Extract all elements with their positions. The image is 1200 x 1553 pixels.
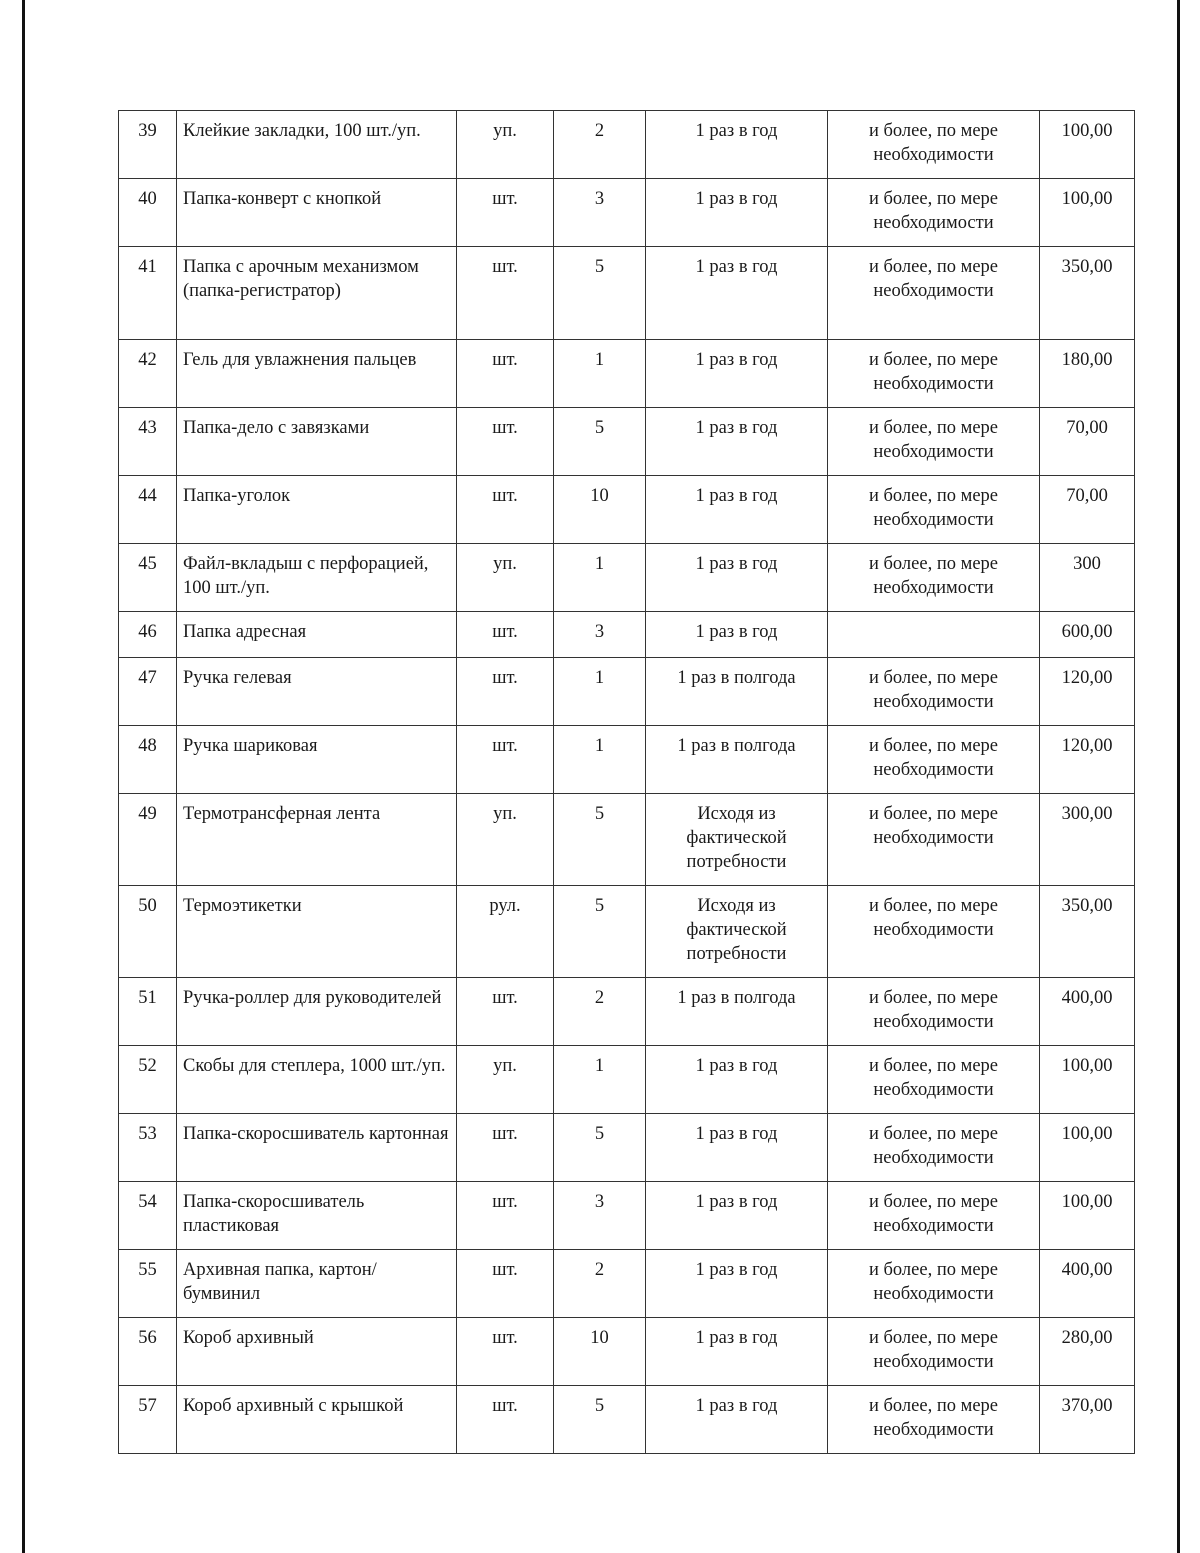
row-number: 52 [119, 1046, 177, 1114]
item-name: Папка-дело с завязками [177, 408, 457, 476]
quantity: 10 [554, 476, 646, 544]
quantity: 1 [554, 658, 646, 726]
table-row [119, 340, 1135, 408]
replacement-frequency: 1 раз в год [646, 476, 828, 544]
unit-of-measure: шт. [457, 179, 554, 247]
unit-price: 400,00 [1040, 1250, 1135, 1318]
quantity-note: и более, по мере необходимости [828, 544, 1040, 612]
quantity-note: и более, по мере необходимости [828, 1386, 1040, 1454]
item-name: Папка адресная [177, 612, 457, 658]
row-number: 53 [119, 1114, 177, 1182]
unit-price: 600,00 [1040, 612, 1135, 658]
row-number: 44 [119, 476, 177, 544]
row-number: 47 [119, 658, 177, 726]
unit-of-measure: рул. [457, 886, 554, 978]
scan-border-right [1177, 0, 1180, 1553]
quantity-note: и более, по мере необходимости [828, 1046, 1040, 1114]
unit-price: 400,00 [1040, 978, 1135, 1046]
item-name: Ручка гелевая [177, 658, 457, 726]
quantity-note: и более, по мере необходимости [828, 726, 1040, 794]
unit-price: 70,00 [1040, 476, 1135, 544]
table-row [119, 1114, 1135, 1182]
replacement-frequency: 1 раз в год [646, 1046, 828, 1114]
item-name: Папка-конверт с кнопкой [177, 179, 457, 247]
unit-price: 350,00 [1040, 247, 1135, 340]
item-name: Файл-вкладыш с перфорацией, 100 шт./уп. [177, 544, 457, 612]
quantity: 10 [554, 1318, 646, 1386]
row-number: 49 [119, 794, 177, 886]
item-name: Гель для увлажнения пальцев [177, 340, 457, 408]
replacement-frequency: Исходя из фактической потребности [646, 794, 828, 886]
quantity-note: и более, по мере необходимости [828, 179, 1040, 247]
quantity-note: и более, по мере необходимости [828, 794, 1040, 886]
quantity: 3 [554, 179, 646, 247]
unit-price: 300,00 [1040, 794, 1135, 886]
item-name: Папка-скоросшиватель пластиковая [177, 1182, 457, 1250]
row-number: 40 [119, 179, 177, 247]
row-number: 54 [119, 1182, 177, 1250]
table-row [119, 1318, 1135, 1386]
quantity: 2 [554, 1250, 646, 1318]
table-row [119, 476, 1135, 544]
quantity: 5 [554, 794, 646, 886]
unit-price: 280,00 [1040, 1318, 1135, 1386]
unit-price: 100,00 [1040, 111, 1135, 179]
quantity: 5 [554, 247, 646, 340]
replacement-frequency: 1 раз в год [646, 408, 828, 476]
replacement-frequency: 1 раз в год [646, 1250, 828, 1318]
unit-price: 100,00 [1040, 1114, 1135, 1182]
supplies-table [118, 110, 1135, 1454]
replacement-frequency: 1 раз в год [646, 612, 828, 658]
quantity-note: и более, по мере необходимости [828, 1250, 1040, 1318]
item-name: Ручка-роллер для руководителей [177, 978, 457, 1046]
quantity-note: и более, по мере необходимости [828, 1182, 1040, 1250]
replacement-frequency: Исходя из фактической потребности [646, 886, 828, 978]
row-number: 56 [119, 1318, 177, 1386]
table-row [119, 612, 1135, 658]
table-row [119, 247, 1135, 340]
unit-of-measure: шт. [457, 476, 554, 544]
item-name: Скобы для степлера, 1000 шт./уп. [177, 1046, 457, 1114]
quantity: 1 [554, 340, 646, 408]
replacement-frequency: 1 раз в год [646, 1318, 828, 1386]
table-row [119, 1046, 1135, 1114]
unit-of-measure: шт. [457, 408, 554, 476]
unit-price: 370,00 [1040, 1386, 1135, 1454]
table-row [119, 111, 1135, 179]
item-name: Архивная папка, картон/бумвинил [177, 1250, 457, 1318]
quantity: 5 [554, 1386, 646, 1454]
replacement-frequency: 1 раз в год [646, 1182, 828, 1250]
table-row [119, 978, 1135, 1046]
replacement-frequency: 1 раз в год [646, 544, 828, 612]
unit-of-measure: шт. [457, 340, 554, 408]
row-number: 55 [119, 1250, 177, 1318]
quantity: 2 [554, 978, 646, 1046]
item-name: Короб архивный [177, 1318, 457, 1386]
unit-price: 300 [1040, 544, 1135, 612]
table-row [119, 408, 1135, 476]
quantity-note: и более, по мере необходимости [828, 408, 1040, 476]
quantity-note: и более, по мере необходимости [828, 247, 1040, 340]
quantity-note: и более, по мере необходимости [828, 111, 1040, 179]
replacement-frequency: 1 раз в год [646, 340, 828, 408]
row-number: 57 [119, 1386, 177, 1454]
unit-of-measure: шт. [457, 247, 554, 340]
row-number: 41 [119, 247, 177, 340]
unit-of-measure: шт. [457, 978, 554, 1046]
table-body [119, 111, 1135, 1454]
item-name: Клейкие закладки, 100 шт./уп. [177, 111, 457, 179]
quantity: 1 [554, 726, 646, 794]
table-row [119, 794, 1135, 886]
table-row [119, 1182, 1135, 1250]
table-row [119, 1386, 1135, 1454]
quantity: 1 [554, 1046, 646, 1114]
unit-of-measure: уп. [457, 111, 554, 179]
quantity-note: и более, по мере необходимости [828, 886, 1040, 978]
item-name: Папка-уголок [177, 476, 457, 544]
unit-price: 120,00 [1040, 658, 1135, 726]
row-number: 42 [119, 340, 177, 408]
quantity: 3 [554, 1182, 646, 1250]
item-name: Папка с арочным механизмом (папка-регистратор) [177, 247, 457, 340]
unit-price: 350,00 [1040, 886, 1135, 978]
quantity: 5 [554, 1114, 646, 1182]
replacement-frequency: 1 раз в год [646, 1386, 828, 1454]
quantity-note: и более, по мере необходимости [828, 1114, 1040, 1182]
unit-price: 100,00 [1040, 1182, 1135, 1250]
replacement-frequency: 1 раз в год [646, 247, 828, 340]
unit-price: 180,00 [1040, 340, 1135, 408]
row-number: 46 [119, 612, 177, 658]
quantity: 5 [554, 408, 646, 476]
item-name: Термоэтикетки [177, 886, 457, 978]
unit-price: 70,00 [1040, 408, 1135, 476]
quantity-note: и более, по мере необходимости [828, 658, 1040, 726]
quantity-note: и более, по мере необходимости [828, 340, 1040, 408]
replacement-frequency: 1 раз в год [646, 111, 828, 179]
row-number: 43 [119, 408, 177, 476]
unit-of-measure: шт. [457, 726, 554, 794]
row-number: 50 [119, 886, 177, 978]
scan-border-left [22, 0, 25, 1553]
quantity-note: и более, по мере необходимости [828, 978, 1040, 1046]
unit-of-measure: шт. [457, 612, 554, 658]
unit-of-measure: уп. [457, 544, 554, 612]
unit-price: 120,00 [1040, 726, 1135, 794]
table-row [119, 179, 1135, 247]
quantity-note: и более, по мере необходимости [828, 1318, 1040, 1386]
unit-of-measure: уп. [457, 794, 554, 886]
replacement-frequency: 1 раз в полгода [646, 658, 828, 726]
unit-of-measure: шт. [457, 1250, 554, 1318]
replacement-frequency: 1 раз в год [646, 179, 828, 247]
unit-of-measure: шт. [457, 1114, 554, 1182]
item-name: Короб архивный с крышкой [177, 1386, 457, 1454]
unit-of-measure: шт. [457, 1386, 554, 1454]
row-number: 45 [119, 544, 177, 612]
row-number: 48 [119, 726, 177, 794]
replacement-frequency: 1 раз в полгода [646, 726, 828, 794]
replacement-frequency: 1 раз в год [646, 1114, 828, 1182]
item-name: Ручка шариковая [177, 726, 457, 794]
quantity: 2 [554, 111, 646, 179]
row-number: 51 [119, 978, 177, 1046]
quantity-note [828, 612, 1040, 658]
quantity: 5 [554, 886, 646, 978]
table-row [119, 726, 1135, 794]
table-row [119, 544, 1135, 612]
table-row [119, 1250, 1135, 1318]
quantity: 3 [554, 612, 646, 658]
quantity: 1 [554, 544, 646, 612]
quantity-note: и более, по мере необходимости [828, 476, 1040, 544]
table-row [119, 658, 1135, 726]
unit-price: 100,00 [1040, 1046, 1135, 1114]
unit-of-measure: шт. [457, 1318, 554, 1386]
replacement-frequency: 1 раз в полгода [646, 978, 828, 1046]
item-name: Термотрансферная лента [177, 794, 457, 886]
unit-of-measure: шт. [457, 1182, 554, 1250]
row-number: 39 [119, 111, 177, 179]
unit-price: 100,00 [1040, 179, 1135, 247]
table-row [119, 886, 1135, 978]
unit-of-measure: уп. [457, 1046, 554, 1114]
unit-of-measure: шт. [457, 658, 554, 726]
item-name: Папка-скоросшиватель картонная [177, 1114, 457, 1182]
